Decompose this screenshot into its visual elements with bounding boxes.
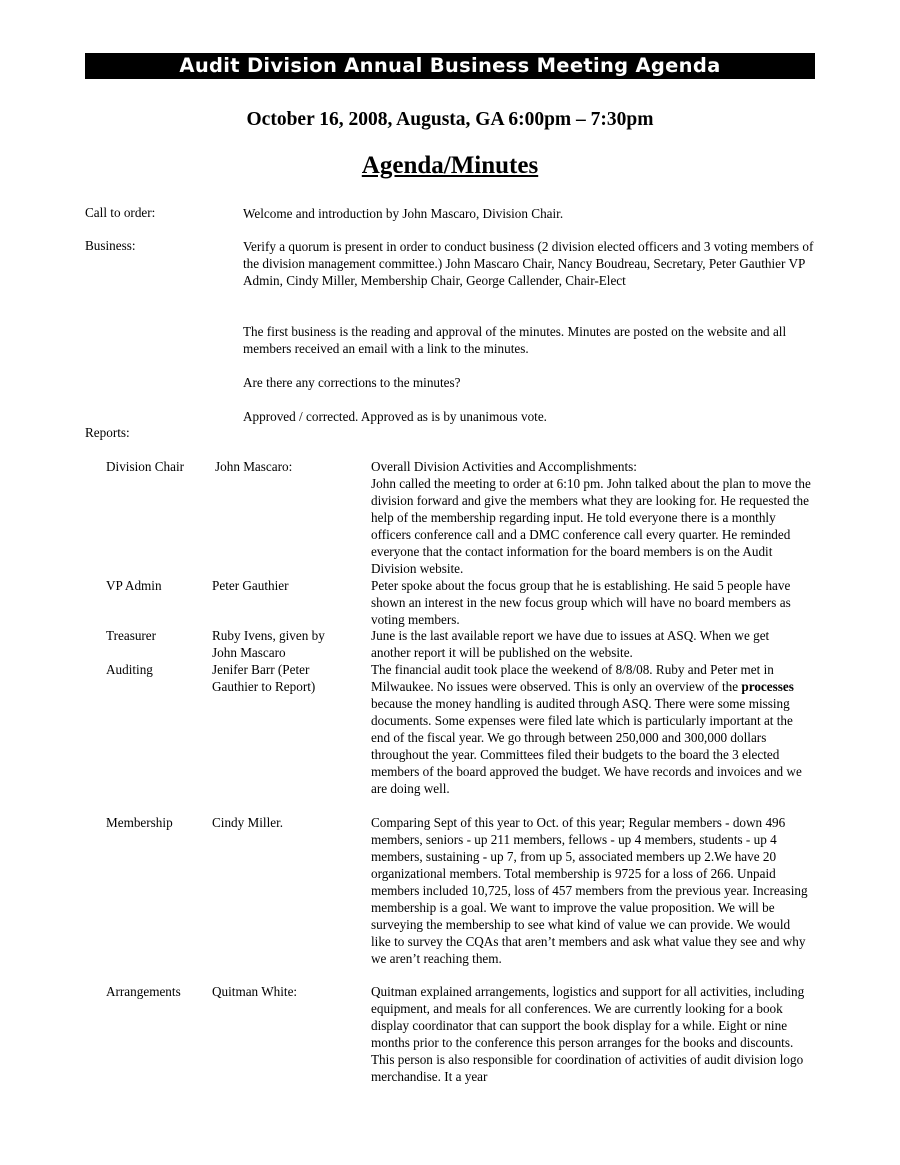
- reports-label: Reports:: [85, 425, 130, 440]
- report-role: Treasurer: [106, 628, 157, 643]
- report-body-part: The financial audit took place the weekend of 8/8/08. Ruby and Peter met in Milwaukee. No issues were observed. This is only an overview of the: [371, 662, 774, 694]
- report-heading: Overall Division Activities and Accomplishments:: [371, 459, 637, 474]
- report-body: Peter spoke about the focus group that he is establishing. He said 5 people have shown an interest in the new focus group which will have no board members as voting members.: [371, 578, 791, 627]
- report-body: Quitman explained arrangements, logistics and support for all activities, including equipment, and meals for all conferences. We are currently looking for a book display coordinator that can support the book display for a while. Eight or nine months prior to the conference this person arranges for the books and discounts. This person is also responsible for coordination of activities of audit division logo merchandise. It a year: [371, 984, 805, 1084]
- business-quorum-paragraph: Verify a quorum is present in order to conduct business (2 division elected officers and 3 voting members of the division management committee.) John Mascaro Chair, Nancy Boudreau, Secretary, Peter Gauthier VP Admin, Cindy Miller, Membership Chair, George Callender, Chair-Elect: [243, 239, 814, 288]
- business-minutes-paragraph: The first business is the reading and approval of the minutes. Minutes are posted on the website and all members received an email with a link to the minutes.: [243, 324, 787, 356]
- agenda-minutes-heading: Agenda/Minutes: [361, 152, 539, 179]
- report-body-part: because the money handling is audited through ASQ. There were some missing documents. Some expenses were filed late which is particularly important at the end of the fiscal year. We go through between 250,000 and 300,000 dollars throughout the year. Committees filed their budgets to the board the 3 elected members of the board approved the budget. We have records and invoices and we are doing well.: [371, 696, 802, 796]
- business-approval-paragraph: Approved / corrected. Approved as is by unanimous vote.: [243, 409, 547, 424]
- report-role: Membership: [106, 815, 173, 830]
- report-role: Division Chair: [106, 459, 185, 474]
- document-banner-title: Audit Division Annual Business Meeting Agenda: [85, 53, 815, 79]
- report-presenter: Peter Gauthier: [212, 578, 289, 593]
- report-body: June is the last available report we have due to issues at ASQ. When we get another report it will be published on the website.: [371, 628, 770, 660]
- report-presenter: Jenifer Barr (Peter Gauthier to Report): [212, 662, 316, 694]
- call-to-order-text: Welcome and introduction by John Mascaro, Division Chair.: [243, 206, 564, 221]
- report-body: John called the meeting to order at 6:10 pm. John talked about the plan to move the division forward and give the members what they are looking for. He requested the help of the membership regarding input. He told everyone there is a monthly officers conference call and a DMC conference call every quarter. He reminded everyone that the contact information for the board members is on the Audit Division website.: [371, 476, 811, 576]
- report-role: VP Admin: [106, 578, 162, 593]
- report-presenter: Cindy Miller.: [212, 815, 284, 830]
- call-to-order-label: Call to order:: [85, 205, 156, 220]
- business-label: Business:: [85, 238, 136, 253]
- report-presenter: Ruby Ivens, given by John Mascaro: [212, 628, 325, 660]
- report-text: [371, 458, 811, 577]
- business-corrections-question: Are there any corrections to the minutes?: [243, 375, 461, 390]
- report-body-emphasis: processes: [741, 679, 794, 694]
- report-role: Auditing: [106, 662, 153, 677]
- report-body: [371, 661, 811, 797]
- meeting-date-line: October 16, 2008, Augusta, GA 6:00pm – 7:30pm: [246, 109, 654, 130]
- report-body: Comparing Sept of this year to Oct. of this year; Regular members - down 496 members, seniors - up 211 members, fellows - up 4 members, students - up 4 members, sustaining - up 7, from up 5, associated members up 2.We have 20 organizational members. Total membership is 9725 for a loss of 266. Unpaid members included 10,725, loss of 457 members from the previous year. Increasing membership is a goal. We want to improve the value proposition. We will be surveying the membership to see what kind of value we can provide. We would like to survey the CQAs that aren’t members and ask what value they see and why we aren’t reaching them.: [371, 815, 808, 966]
- report-presenter: Quitman White:: [212, 984, 298, 999]
- report-presenter: John Mascaro:: [215, 459, 293, 474]
- report-role: Arrangements: [106, 984, 181, 999]
